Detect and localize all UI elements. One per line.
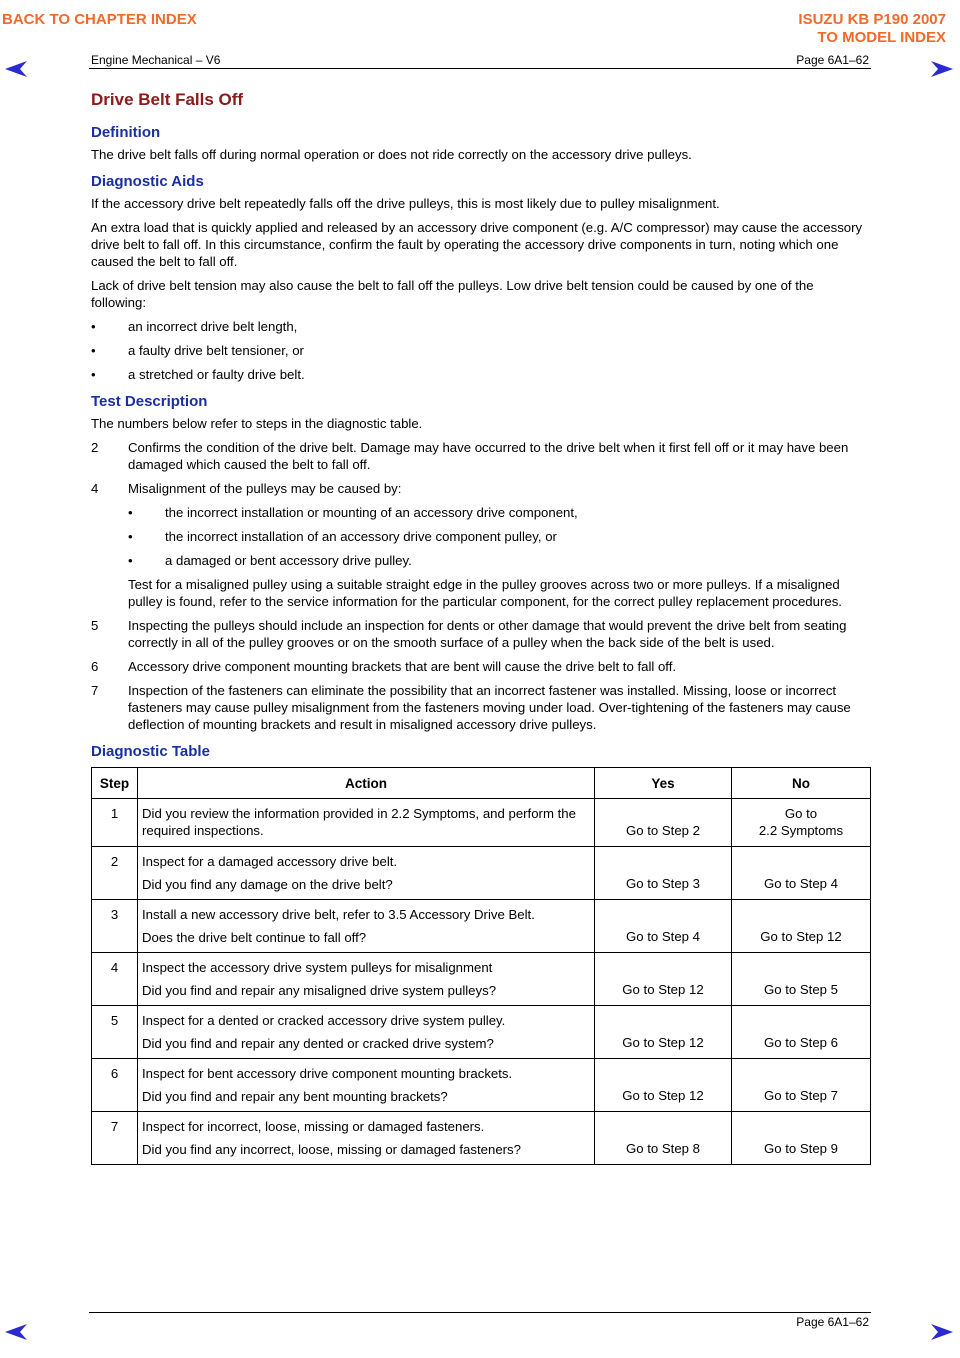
no-cell: Go to 2.2 Symptoms [732, 799, 871, 847]
action-question: Did you find and repair any bent mounting brackets? [142, 1089, 448, 1104]
definition-text: The drive belt falls off during normal operation or does not ride correctly on the accessory drive pulleys. [91, 147, 692, 162]
diagnostic-table [91, 767, 871, 1165]
item-number: 6 [91, 659, 99, 674]
item-text: Accessory drive component mounting brackets that are bent will cause the drive belt to fall off. [128, 659, 677, 674]
no-cell: Go to Step 12 [732, 900, 871, 953]
table-row [92, 1059, 871, 1112]
next-page-arrow-icon[interactable] [930, 60, 954, 78]
action-cell [138, 847, 595, 900]
definition-heading: Definition [91, 124, 161, 141]
table-header-row [92, 768, 871, 799]
bullet-item: • an incorrect drive belt length, [91, 318, 871, 335]
numbered-item [91, 682, 871, 733]
no-cell: Go to Step 6 [732, 1006, 871, 1059]
yes-cell: Go to Step 12 [595, 1059, 732, 1112]
back-to-chapter-index-link[interactable]: BACK TO CHAPTER INDEX [2, 11, 197, 28]
footer-rule [89, 1312, 871, 1313]
bullet-item: • a damaged or bent accessory drive pulley. [128, 552, 871, 569]
item4-note: Test for a misaligned pulley using a suitable straight edge in the pulley grooves across two or more pulleys. If a misaligned pulley is found, refer to the service information for the particular component, for the correct pulley replacement procedures. [128, 577, 842, 609]
previous-page-arrow-icon[interactable] [4, 60, 28, 78]
diagnostic-aids-paragraph: Lack of drive belt tension may also cause the belt to fall off the pulleys. Low drive belt tension could be caused by one of the following: [91, 278, 814, 310]
bullet-item: • the incorrect installation or mounting of an accessory drive component, [128, 504, 871, 521]
test-description-heading: Test Description [91, 393, 208, 410]
step-cell: 5 [92, 1006, 138, 1059]
yes-cell: Go to Step 2 [595, 799, 732, 847]
step-cell: 7 [92, 1112, 138, 1165]
action-instruction: Install a new accessory drive belt, refer to 3.5 Accessory Drive Belt. [142, 907, 535, 922]
column-header-action: Action [138, 768, 595, 799]
bullet-item: • the incorrect installation of an accessory drive component pulley, or [128, 528, 871, 545]
next-page-arrow-bottom-icon[interactable] [930, 1323, 954, 1341]
action-instruction: Inspect for a dented or cracked accessory drive system pulley. [142, 1013, 506, 1028]
diagnostic-aids-paragraph: If the accessory drive belt repeatedly falls off the drive pulleys, this is most likely due to pulley misalignment. [91, 196, 720, 211]
action-question: Did you find and repair any dented or cracked drive system? [142, 1036, 494, 1051]
action-question: Did you find any damage on the drive belt? [142, 877, 393, 892]
action-cell [138, 1006, 595, 1059]
yes-cell: Go to Step 3 [595, 847, 732, 900]
item-number: 7 [91, 683, 99, 698]
action-question: Did you find any incorrect, loose, missing or damaged fasteners? [142, 1142, 521, 1157]
numbered-item [91, 617, 871, 651]
action-instruction: Inspect for bent accessory drive component mounting brackets. [142, 1066, 513, 1081]
no-cell: Go to Step 4 [732, 847, 871, 900]
footer-page-number: Page 6A1–62 [796, 1315, 869, 1329]
column-header-step: Step [92, 768, 138, 799]
table-row [92, 1112, 871, 1165]
yes-cell: Go to Step 12 [595, 953, 732, 1006]
action-instruction: Inspect for a damaged accessory drive belt. [142, 854, 398, 869]
page-content [91, 90, 871, 1165]
bullet-item: • a faulty drive belt tensioner, or [91, 342, 871, 359]
table-row [92, 900, 871, 953]
yes-cell: Go to Step 12 [595, 1006, 732, 1059]
step-cell: 1 [92, 799, 138, 847]
table-row [92, 953, 871, 1006]
no-cell: Go to Step 5 [732, 953, 871, 1006]
action-cell [138, 900, 595, 953]
previous-page-arrow-bottom-icon[interactable] [4, 1323, 28, 1341]
step-cell: 6 [92, 1059, 138, 1112]
action-cell [138, 953, 595, 1006]
numbered-item [91, 658, 871, 675]
action-instruction: Inspect for incorrect, loose, missing or damaged fasteners. [142, 1119, 485, 1134]
item-text: Confirms the condition of the drive belt. Damage may have occurred to the drive belt when it first fell off or it may have been damaged which caused the belt to fall off. [128, 440, 849, 472]
diagnostic-aids-paragraph: An extra load that is quickly applied and released by an accessory drive component (e.g. A/C compressor) may cause the accessory drive belt to fall off. In this circumstance, confirm the fault by operating the accessory drive components in turn, noting which one caused the belt to fall off. [91, 220, 863, 269]
column-header-yes: Yes [595, 768, 732, 799]
table-row [92, 847, 871, 900]
header-section-title: Engine Mechanical – V6 [91, 53, 221, 67]
diagnostic-table-heading: Diagnostic Table [91, 743, 210, 760]
item-text: Misalignment of the pulleys may be caused by: [128, 481, 402, 496]
item-text: Inspection of the fasteners can eliminate the possibility that an incorrect fastener was installed. Missing, loose or incorrect fasteners may cause pulley misalignment from the fasteners moving under load. Over-tightening of the fasteners may cause deflection of mounting brackets and result in misaligned accessory drive pulleys. [128, 683, 851, 732]
item-number: 4 [91, 481, 99, 496]
table-row [92, 1006, 871, 1059]
yes-cell: Go to Step 8 [595, 1112, 732, 1165]
item-number: 2 [91, 440, 99, 455]
numbered-item [91, 439, 871, 473]
step-cell: 3 [92, 900, 138, 953]
diagnostic-aids-heading: Diagnostic Aids [91, 173, 204, 190]
no-cell: Go to Step 7 [732, 1059, 871, 1112]
yes-cell: Go to Step 4 [595, 900, 732, 953]
step-cell: 2 [92, 847, 138, 900]
action-instruction: Did you review the information provided in 2.2 Symptoms, and perform the required inspections. [142, 806, 576, 838]
action-question: Did you find and repair any misaligned drive system pulleys? [142, 983, 497, 998]
model-title-link[interactable]: ISUZU KB P190 2007 [798, 11, 946, 28]
action-instruction: Inspect the accessory drive system pulleys for misalignment [142, 960, 493, 975]
bullet-item: • a stretched or faulty drive belt. [91, 366, 871, 383]
item-number: 5 [91, 618, 99, 633]
step-cell: 4 [92, 953, 138, 1006]
column-header-no: No [732, 768, 871, 799]
no-cell: Go to Step 9 [732, 1112, 871, 1165]
item-text: Inspecting the pulleys should include an inspection for dents or other damage that would prevent the drive belt from seating correctly in all of the pulley grooves or on the smooth surface of a pulley when the back side of the belt is used. [128, 618, 847, 650]
item4-sublist [91, 504, 871, 610]
action-cell [138, 799, 595, 847]
action-cell [138, 1112, 595, 1165]
test-description-intro: The numbers below refer to steps in the diagnostic table. [91, 416, 423, 431]
header-page-number: Page 6A1–62 [796, 53, 869, 67]
page-title: Drive Belt Falls Off [91, 90, 244, 109]
table-row [92, 799, 871, 847]
model-index-link[interactable]: TO MODEL INDEX [817, 29, 946, 46]
action-question: Does the drive belt continue to fall off? [142, 930, 367, 945]
numbered-item [91, 480, 871, 497]
action-cell [138, 1059, 595, 1112]
header-rule [89, 68, 871, 69]
